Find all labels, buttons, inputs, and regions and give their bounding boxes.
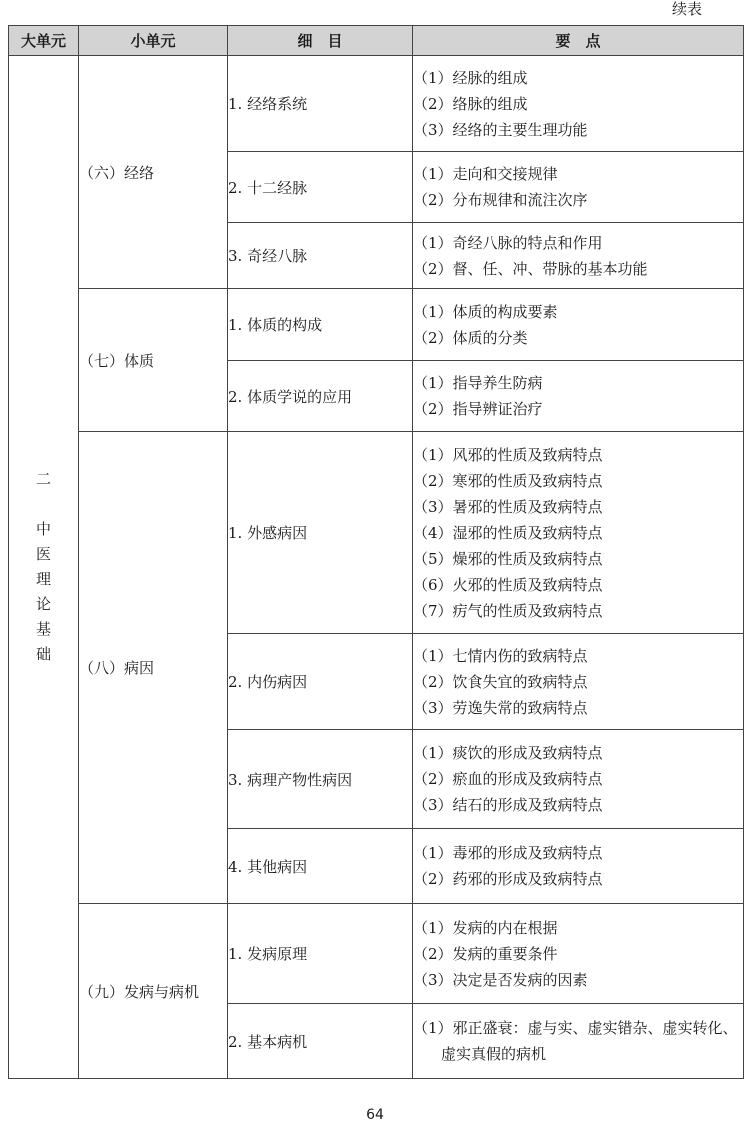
point-item: （3）经络的主要生理功能 xyxy=(413,120,588,139)
points-cell xyxy=(413,223,744,289)
syllabus-table xyxy=(8,25,744,1079)
minor-unit-cell: （九）发病与病机 xyxy=(79,904,228,1079)
major-unit-char: 理 xyxy=(35,570,51,588)
point-item: （2）指导辨证治疗 xyxy=(413,400,543,418)
table-row xyxy=(9,289,744,361)
minor-unit-cell: （六）经络 xyxy=(79,56,228,289)
major-unit-number: 二 xyxy=(35,470,51,488)
continuation-label: 续表 xyxy=(672,0,703,18)
point-item: （7）疠气的性质及致病特点 xyxy=(413,601,603,620)
detail-cell: 1. 外感病因 xyxy=(228,432,413,634)
point-item: （2）络脉的组成 xyxy=(413,94,528,113)
point-item: （4）湿邪的性质及致病特点 xyxy=(413,523,603,542)
point-item: （3）暑邪的性质及致病特点 xyxy=(413,497,603,516)
point-item: （3）结石的形成及致病特点 xyxy=(413,796,603,814)
point-item: （1）风邪的性质及致病特点 xyxy=(413,445,603,464)
major-unit-char: 论 xyxy=(35,595,51,613)
header-row xyxy=(9,26,744,56)
point-item: （2）发病的重要条件 xyxy=(413,944,558,963)
minor-unit-cell: （七）体质 xyxy=(79,289,228,432)
point-item: （2）瘀血的形成及致病特点 xyxy=(413,770,603,788)
points-cell xyxy=(413,730,744,829)
points-cell xyxy=(413,152,744,223)
major-unit-label xyxy=(36,467,51,667)
points-cell xyxy=(413,361,744,432)
point-item: （3）劳逸失常的致病特点 xyxy=(413,698,588,717)
points-cell xyxy=(413,289,744,361)
major-unit-cell xyxy=(9,56,79,1079)
point-item: （1）走向和交接规律 xyxy=(413,165,558,183)
point-item: （5）燥邪的性质及致病特点 xyxy=(413,549,603,568)
detail-cell: 2. 十二经脉 xyxy=(228,152,413,223)
point-item: （1）发病的内在根据 xyxy=(413,918,558,937)
detail-cell: 2. 内伤病因 xyxy=(228,634,413,730)
point-item: （1）体质的构成要素 xyxy=(413,302,558,321)
major-unit-char: 中 xyxy=(35,520,51,538)
point-item: （2）督、任、冲、带脉的基本功能 xyxy=(413,259,648,278)
points-cell xyxy=(413,432,744,634)
major-unit-char: 基 xyxy=(35,620,51,638)
point-item: （1）七情内伤的致病特点 xyxy=(413,646,588,665)
points-cell xyxy=(413,1004,744,1079)
detail-cell: 2. 体质学说的应用 xyxy=(228,361,413,432)
points-cell xyxy=(413,634,744,730)
detail-cell: 1. 体质的构成 xyxy=(228,289,413,361)
detail-cell: 1. 发病原理 xyxy=(228,904,413,1004)
point-item: （1）毒邪的形成及致病特点 xyxy=(413,844,603,862)
point-item: （2）饮食失宜的致病特点 xyxy=(413,672,588,691)
point-item: （1）指导养生防病 xyxy=(413,374,543,392)
point-item: （1）痰饮的形成及致病特点 xyxy=(413,744,603,762)
minor-unit-cell: （八）病因 xyxy=(79,432,228,904)
page-number: 64 xyxy=(366,1107,384,1123)
table-row xyxy=(9,432,744,634)
detail-cell: 2. 基本病机 xyxy=(228,1004,413,1079)
detail-cell: 4. 其他病因 xyxy=(228,829,413,904)
point-item: （2）体质的分类 xyxy=(413,328,528,347)
points-cell xyxy=(413,829,744,904)
major-unit-char: 础 xyxy=(35,645,51,663)
detail-cell: 1. 经络系统 xyxy=(228,56,413,152)
header-minor-unit: 小单元 xyxy=(79,26,228,56)
major-unit-char: 医 xyxy=(35,545,51,563)
point-item: （2）寒邪的性质及致病特点 xyxy=(413,471,603,490)
point-item: （1）奇经八脉的特点和作用 xyxy=(413,233,603,252)
table-row xyxy=(9,904,744,1004)
points-cell xyxy=(413,904,744,1004)
point-item: （3）决定是否发病的因素 xyxy=(413,970,588,989)
point-item: （2）药邪的形成及致病特点 xyxy=(413,870,603,888)
header-major-unit: 大单元 xyxy=(9,26,79,56)
points-cell xyxy=(413,56,744,152)
header-detail: 细 目 xyxy=(228,26,413,56)
point-item: （1）邪正盛衰：虚与实、虚实错杂、虚实转化、虚实真假的病机 xyxy=(413,1019,738,1063)
point-item: （6）火邪的性质及致病特点 xyxy=(413,575,603,594)
detail-cell: 3. 病理产物性病因 xyxy=(228,730,413,829)
detail-cell: 3. 奇经八脉 xyxy=(228,223,413,289)
point-item: （2）分布规律和流注次序 xyxy=(413,191,588,209)
table-row xyxy=(9,56,744,152)
header-key-points: 要 点 xyxy=(413,26,744,56)
point-item: （1）经脉的组成 xyxy=(413,68,528,87)
